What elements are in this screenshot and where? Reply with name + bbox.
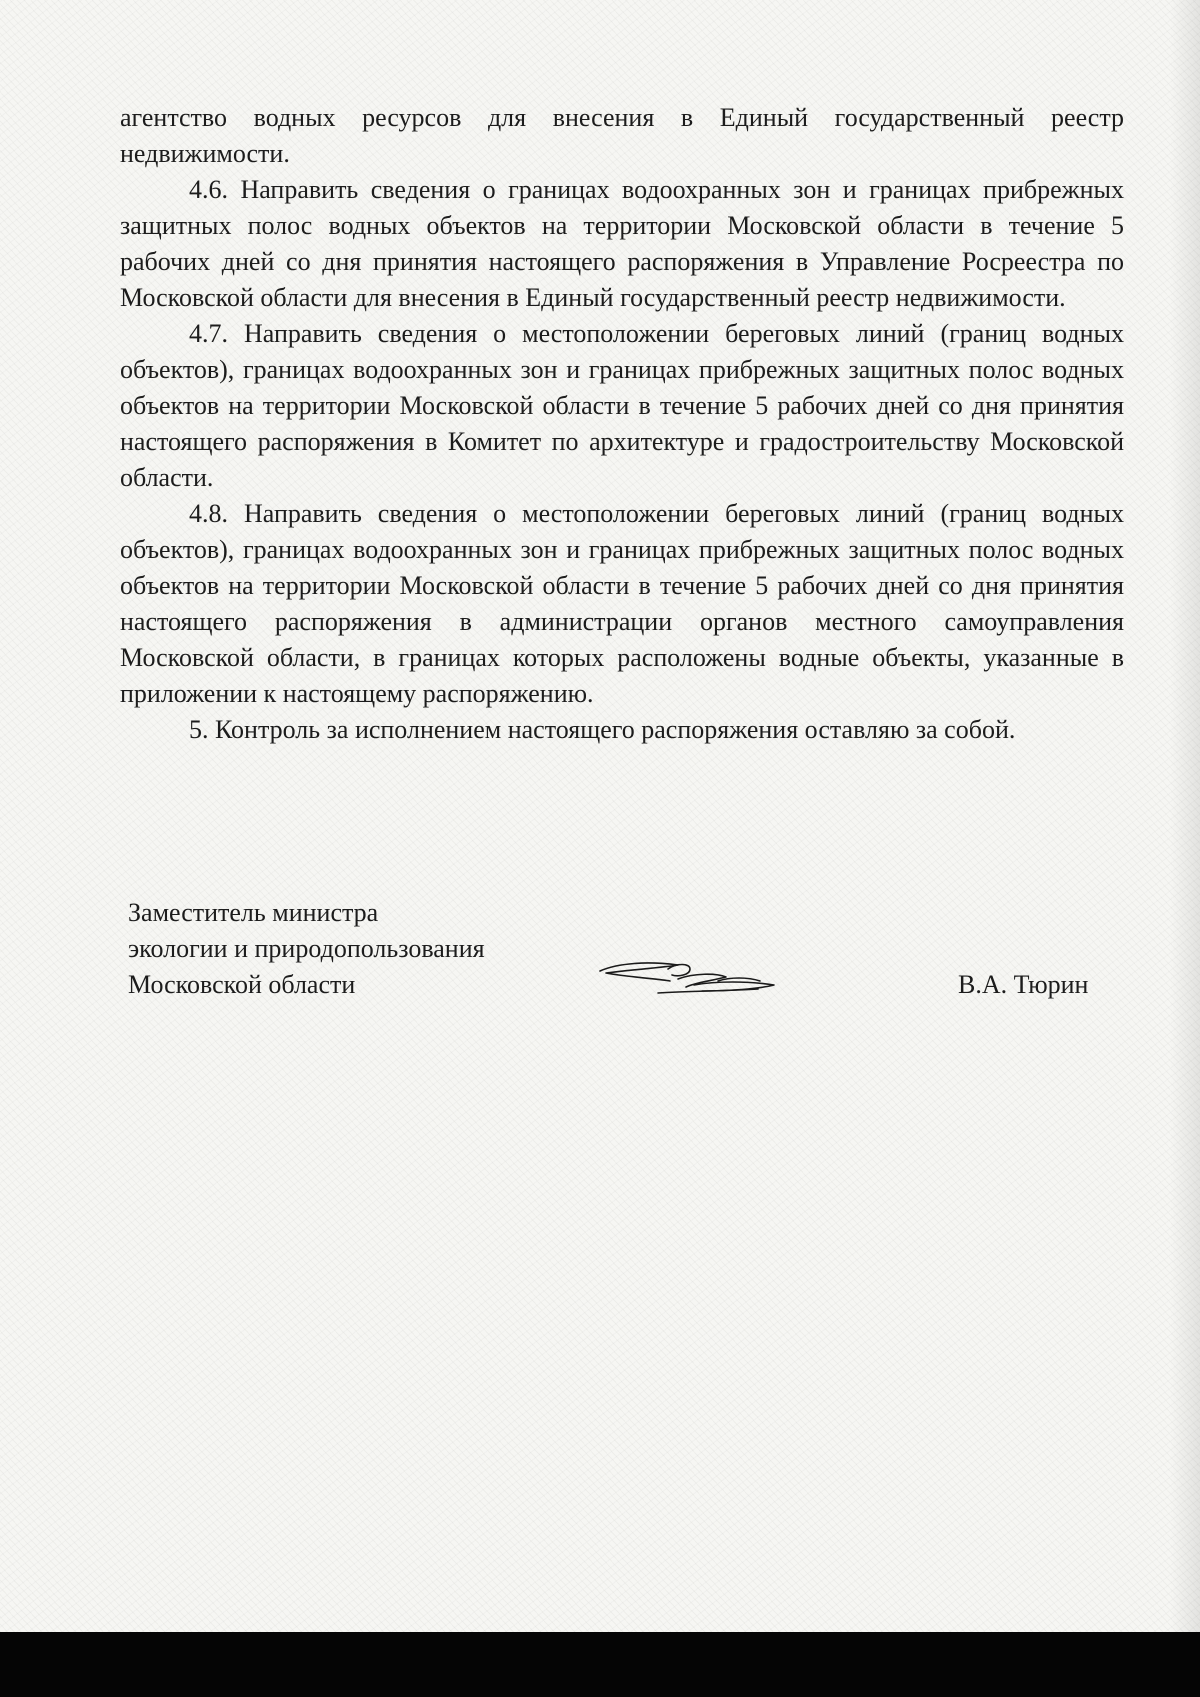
signatory-title-line: Заместитель министра bbox=[128, 898, 379, 927]
paragraph-5: 5. Контроль за исполнением настоящего распоряжения оставляю за собой. bbox=[189, 715, 1016, 744]
paragraph-continuation: агентство водных ресурсов для внесения в Единый государственный реестр недвижимости. bbox=[120, 103, 1124, 168]
paragraph-4-8: 4.8. Направить сведения о местоположении береговых линий (границ водных объектов), границах водоохранных зон и границах прибрежных защитных полос водных объектов на территории Московской области в течение 5 рабочих дней со дня принятия настоящего распоряжения в администрации органов местного самоуправления Московской области, в границах которых расположены водные объекты, указанные в приложении к настоящему распоряжению. bbox=[120, 499, 1124, 708]
signatory-title bbox=[128, 895, 485, 1003]
signatory-name: В.А. Тюрин bbox=[958, 970, 1089, 999]
handwritten-signature-icon bbox=[598, 955, 788, 1005]
scan-edge-shadow bbox=[1170, 0, 1200, 1632]
scan-border bbox=[0, 1632, 1200, 1697]
document-body bbox=[120, 100, 1124, 748]
signatory-title-line: экологии и природопользования bbox=[128, 934, 485, 963]
signatory-title-line: Московской области bbox=[128, 970, 356, 999]
paragraph-4-6: 4.6. Направить сведения о границах водоохранных зон и границах прибрежных защитных полос водных объектов на территории Московской области в течение 5 рабочих дней со дня принятия настоящего распоряжения в Управление Росреестра по Московской области для внесения в Единый государственный реестр недвижимости. bbox=[120, 175, 1124, 312]
paragraph-4-7: 4.7. Направить сведения о местоположении береговых линий (границ водных объектов), границах водоохранных зон и границах прибрежных защитных полос водных объектов на территории Московской области в течение 5 рабочих дней со дня принятия настоящего распоряжения в Комитет по архитектуре и градостроительству Московской области. bbox=[120, 319, 1124, 492]
